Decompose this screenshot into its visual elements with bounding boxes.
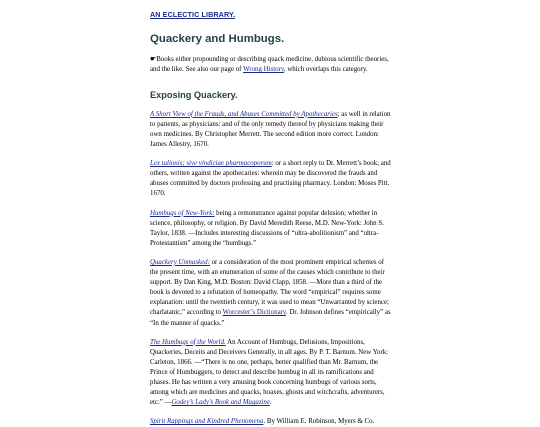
site-home-link-label[interactable]: AN ECLECTIC LIBRARY <box>150 10 234 19</box>
book-description-4-after: . Dr. Johnson defines “empirically” as “In the manner of quacks.” <box>150 309 391 327</box>
site-home-link[interactable] <box>150 10 392 19</box>
section-heading: Exposing Quackery. <box>150 89 238 100</box>
intro-text-after: , which overlaps this category. <box>283 66 368 74</box>
book-entry-4 <box>150 258 392 329</box>
book-entry-1 <box>150 110 392 150</box>
book-description-2: : or a short reply to Dr. Merrett’s book; and others, written against the apothecaries: wherein may be discovered the frauds and abuses committed by doctors professing and practising pharmacy. London: Moses Pitt. 1670. <box>150 160 391 198</box>
intro-paragraph <box>150 55 392 76</box>
pointing-hand-icon: ☛ <box>150 56 157 63</box>
book-title-link-4[interactable]: Quackery Unmasked: <box>150 258 210 266</box>
worcesters-dictionary-link[interactable]: Worcester’s Dictionary <box>222 309 286 317</box>
book-title-link-3[interactable]: Humbugs of New-York: <box>150 209 215 217</box>
page-title: Quackery and Humbugs. <box>150 33 285 45</box>
godeys-ladys-book-link[interactable]: Godey’s Lady’s Book and Magazine <box>171 399 270 407</box>
book-entry-6 <box>150 417 392 427</box>
wrong-history-link[interactable]: Wrong History <box>243 66 284 74</box>
book-description-3: being a remonstrance against popular delusion; whether in science, philosophy, or religion. By David Meredith Reese, M.D. New-York: John S. Taylor, 1838. —Includes interesting discussions of “ultra-abolitionism” and “ultra-Protestantism” among the “humbugs.” <box>150 209 384 247</box>
book-entry-2 <box>150 159 392 199</box>
book-title-link-1[interactable]: A Short View of the Frauds, and Abuses Committed by Apothecaries <box>150 110 338 118</box>
book-entry-5 <box>150 338 392 409</box>
book-entry-3 <box>150 209 392 249</box>
book-description-6: . By William E. Robinson, Myers & Co. <box>263 418 375 426</box>
book-description-5-after: . <box>269 399 272 407</box>
book-description-5: An Account of Humbugs, Delusions, Impositions, Quackeries, Deceits and Deceivers Generally, in all ages. By P. T. Barnum. New York: Carleton, 1866. —“There is no one, perhaps, better qualified than Mr. Barnum, the Prince of Humbuggers, to detect and describe humbug in all its ramifications and phases. He has written a very amusing book concerning humbugs of various sorts, among which are medicines and quacks, hoaxes, ghosts and witchcrafts, adventurers, etc.” — <box>150 338 389 407</box>
site-link-dot: . <box>233 10 236 19</box>
intro-text: Books either propounding or describing quack medicine, dubious scientific theories, and the like. See also our page of <box>150 56 389 74</box>
book-title-link-6[interactable]: Spirit Rappings and Kindred Phenomena <box>150 418 264 426</box>
page-content <box>150 0 392 427</box>
book-description-1: ; as well in relation to patients, as physicians: and of the only remedy thereof by physicians making their own medicines. By Christopher Merrett. The second edition more correct. London: James Allestry, 1670. <box>150 110 391 149</box>
book-title-link-5[interactable]: The Humbugs of the World. <box>150 338 226 346</box>
book-description-4: or a consideration of the most prominent empirical schemes of the present time, with an enumeration of some of the causes which contribute to their support. By Dan King, M.D. Boston: David Clapp, 1858. —More than a third of the book is devoted to a refutation of homeopathy. The word “empirical” requires some explanation: until the twentieth century, it was used to mean “Unwarranted by science; charlatanic,” according to <box>150 258 389 317</box>
book-title-link-2[interactable]: Lex talionis; sive vindiciae pharmacoporum <box>150 160 272 168</box>
